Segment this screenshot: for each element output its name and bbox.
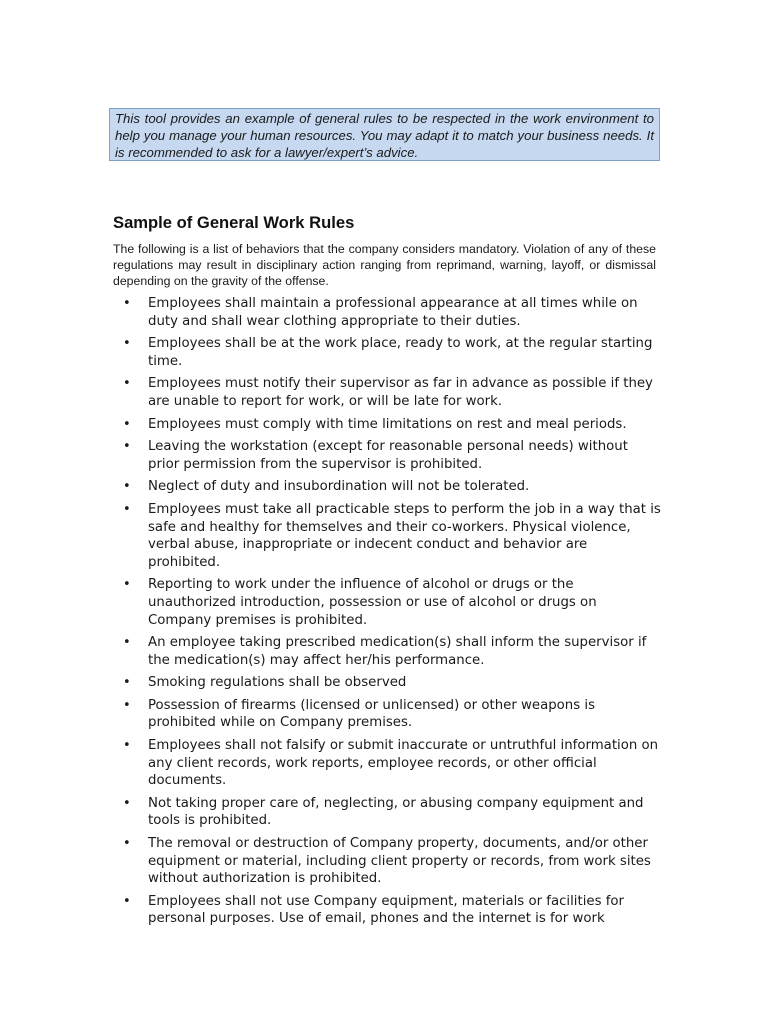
- advisory-notice-text: This tool provides an example of general rules to be respected in the work environment to help you manage your human resources. You may adapt it to match your business needs. It is recommended to ask for a lawyer/expert’s advice.: [115, 111, 654, 160]
- rule-text: Smoking regulations shall be observed: [148, 675, 407, 691]
- list-item: [113, 478, 663, 496]
- document-title: Sample of General Work Rules: [113, 213, 355, 232]
- bullet-icon: •: [123, 439, 131, 455]
- rule-text: The removal or destruction of Company property, documents, and/or other equipment or material, including client property or records, from work sites without authorization is prohibited.: [148, 836, 651, 887]
- rule-text: Employees must comply with time limitations on rest and meal periods.: [148, 416, 627, 432]
- rule-text: Reporting to work under the influence of alcohol or drugs or the unauthorized introduction, possession or use of alcohol or drugs on Company premises is prohibited.: [148, 577, 597, 628]
- list-item: [113, 416, 663, 434]
- list-item: [113, 576, 663, 629]
- rule-text: Employees must notify their supervisor as far in advance as possible if they are unable to report for work, or will be late for work.: [148, 376, 653, 409]
- list-item: [113, 501, 663, 571]
- list-item: [113, 697, 663, 732]
- advisory-notice-box: [109, 108, 660, 161]
- list-item: [113, 375, 663, 410]
- list-item: [113, 737, 663, 790]
- rule-text: Leaving the workstation (except for reasonable personal needs) without prior permission from the supervisor is prohibited.: [148, 439, 628, 472]
- bullet-icon: •: [123, 795, 131, 811]
- bullet-icon: •: [123, 336, 131, 352]
- rule-text: Not taking proper care of, neglecting, or abusing company equipment and tools is prohibited.: [148, 795, 644, 829]
- rule-text: Employees shall maintain a professional appearance at all times while on duty and shall wear clothing appropriate to their duties.: [148, 296, 638, 329]
- rule-text: Neglect of duty and insubordination will not be tolerated.: [148, 479, 530, 495]
- bullet-icon: •: [123, 893, 131, 909]
- list-item: [113, 893, 663, 928]
- list-item: [113, 835, 663, 888]
- bullet-icon: •: [123, 836, 131, 852]
- bullet-icon: •: [123, 675, 131, 691]
- bullet-icon: •: [123, 697, 131, 713]
- bullet-icon: •: [123, 738, 131, 754]
- list-item: [113, 634, 663, 669]
- list-item: [113, 438, 663, 473]
- rule-text: Employees shall not use Company equipment, materials or facilities for personal purposes. Use of email, phones and the internet is for work: [148, 893, 625, 927]
- list-item: [113, 295, 663, 330]
- bullet-icon: •: [123, 479, 131, 495]
- bullet-icon: •: [123, 635, 131, 651]
- rules-list: [113, 295, 663, 933]
- bullet-icon: •: [123, 416, 131, 432]
- intro-paragraph: The following is a list of behaviors that the company considers mandatory. Violation of any of these regulations may result in disciplinary action ranging from reprimand, warning, layoff, or dismissal depending on the gravity of the offense.: [113, 242, 656, 288]
- bullet-icon: •: [123, 577, 131, 593]
- list-item: [113, 795, 663, 830]
- rule-text: Employees must take all practicable steps to perform the job in a way that is safe and healthy for themselves and their co-workers. Physical violence, verbal abuse, inappropriate or indecent conduct and behavior are prohibited.: [148, 501, 661, 570]
- bullet-icon: •: [123, 376, 131, 392]
- bullet-icon: •: [123, 296, 131, 311]
- list-item: [113, 674, 663, 692]
- rule-text: An employee taking prescribed medication(s) shall inform the supervisor if the medication(s) may affect her/his performance.: [148, 635, 647, 668]
- bullet-icon: •: [123, 501, 131, 517]
- rule-text: Possession of firearms (licensed or unlicensed) or other weapons is prohibited while on Company premises.: [148, 697, 596, 731]
- rule-text: Employees shall not falsify or submit inaccurate or untruthful information on any client records, work reports, employee records, or other official documents.: [148, 738, 659, 789]
- rule-text: Employees shall be at the work place, ready to work, at the regular starting time.: [148, 336, 653, 369]
- list-item: [113, 335, 663, 370]
